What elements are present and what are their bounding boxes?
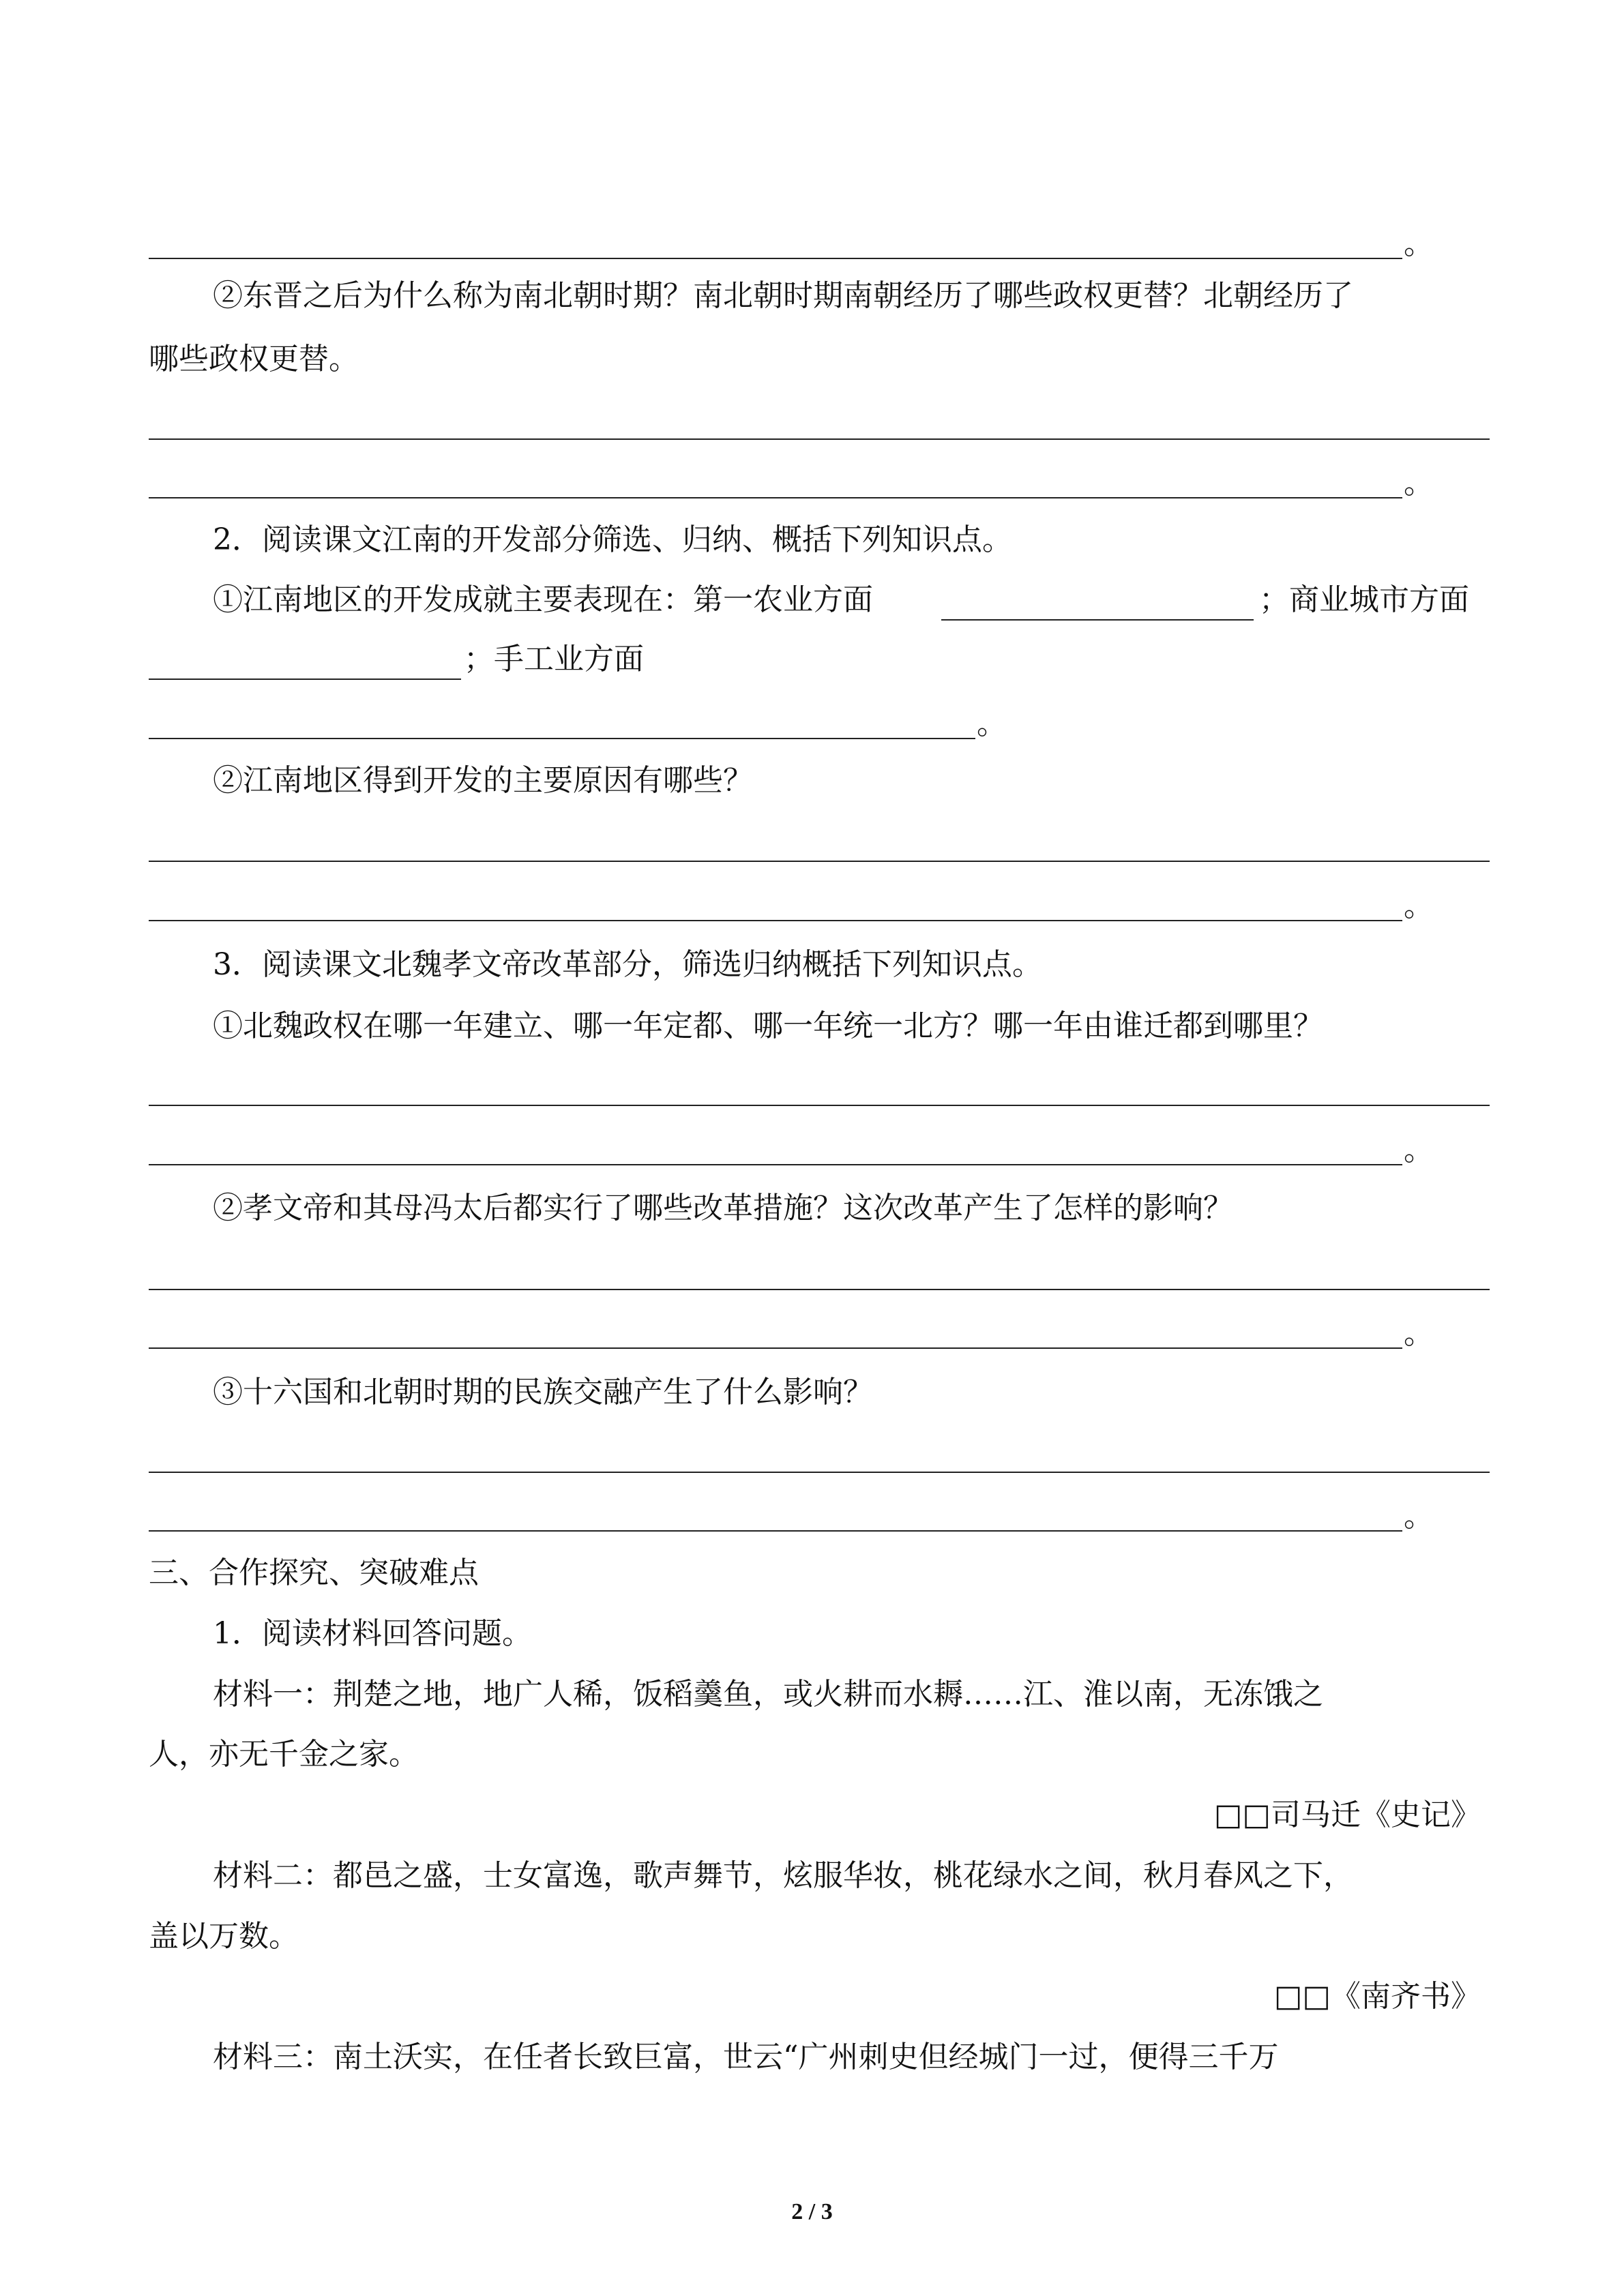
answer-line[interactable] (149, 1472, 1490, 1473)
question-title: 2．阅读课文江南的开发部分筛选、归纳、概括下列知识点。 (213, 522, 1012, 557)
answer-line[interactable] (149, 861, 1490, 862)
answer-line[interactable] (149, 1347, 1402, 1349)
material-text-cont: 人，亦无千金之家。 (149, 1737, 419, 1772)
material-text: 材料一：荆楚之地，地广人稀，饭稻羹鱼，或火耕而水耨……江、淮以南，无冻饿之 (213, 1677, 1323, 1712)
answer-line[interactable] (149, 1530, 1402, 1532)
period-mark: 。 (1404, 1499, 1434, 1534)
section-heading: 三、合作探究、突破难点 (149, 1555, 479, 1590)
material-source: □□《南齐书》 (1273, 1979, 1481, 2014)
material-text: 材料二：都邑之盛，士女富逸，歌声舞节，炫服华妆，桃花绿水之间，秋月春风之下， (213, 1858, 1353, 1893)
answer-line[interactable] (149, 1105, 1490, 1106)
question-text-part: ；商业城市方面 (1259, 582, 1469, 617)
blank-line[interactable] (149, 738, 975, 739)
question-text: ②东晋之后为什么称为南北朝时期？南北朝时期南朝经历了哪些政权更替？北朝经历了 (213, 278, 1353, 313)
answer-line[interactable] (149, 920, 1402, 921)
period-mark: 。 (1404, 1133, 1434, 1167)
question-text: ①北魏政权在哪一年建立、哪一年定都、哪一年统一北方？哪一年由谁迁都到哪里？ (213, 1009, 1323, 1043)
material-source: □□司马迁《史记》 (1213, 1798, 1481, 1832)
page-number: 2 / 3 (791, 2199, 833, 2224)
question-text-cont: 哪些政权更替。 (149, 342, 359, 376)
blank-line[interactable] (941, 619, 1254, 621)
material-text-cont: 盖以万数。 (149, 1919, 299, 1954)
question-title: 3．阅读课文北魏孝文帝改革部分，筛选归纳概括下列知识点。 (213, 947, 1042, 982)
answer-line[interactable] (149, 258, 1402, 259)
question-text (213, 580, 873, 621)
period-mark: 。 (1404, 889, 1434, 923)
period-mark: 。 (977, 706, 1007, 741)
period-mark: 。 (1404, 226, 1434, 261)
period-mark: 。 (1404, 1316, 1434, 1351)
blank-line[interactable] (149, 679, 461, 680)
question-text-part: ①江南地区的开发成就主要表现在：第一农业方面 (213, 582, 873, 617)
question-text: ③十六国和北朝时期的民族交融产生了什么影响？ (213, 1375, 873, 1410)
question-text: ②孝文帝和其母冯太后都实行了哪些改革措施？这次改革产生了怎样的影响？ (213, 1191, 1233, 1225)
question-title: 1．阅读材料回答问题。 (213, 1616, 532, 1651)
answer-line[interactable] (149, 497, 1402, 498)
question-text-part: ；手工业方面 (464, 642, 644, 676)
answer-line[interactable] (149, 438, 1490, 440)
period-mark: 。 (1404, 466, 1434, 501)
material-text: 材料三：南土沃实，在任者长致巨富，世云“广州刺史但经城门一过，便得三千万 (213, 2040, 1279, 2074)
answer-line[interactable] (149, 1164, 1402, 1165)
question-text: ②江南地区得到开发的主要原因有哪些？ (213, 763, 753, 798)
answer-line[interactable] (149, 1289, 1490, 1290)
